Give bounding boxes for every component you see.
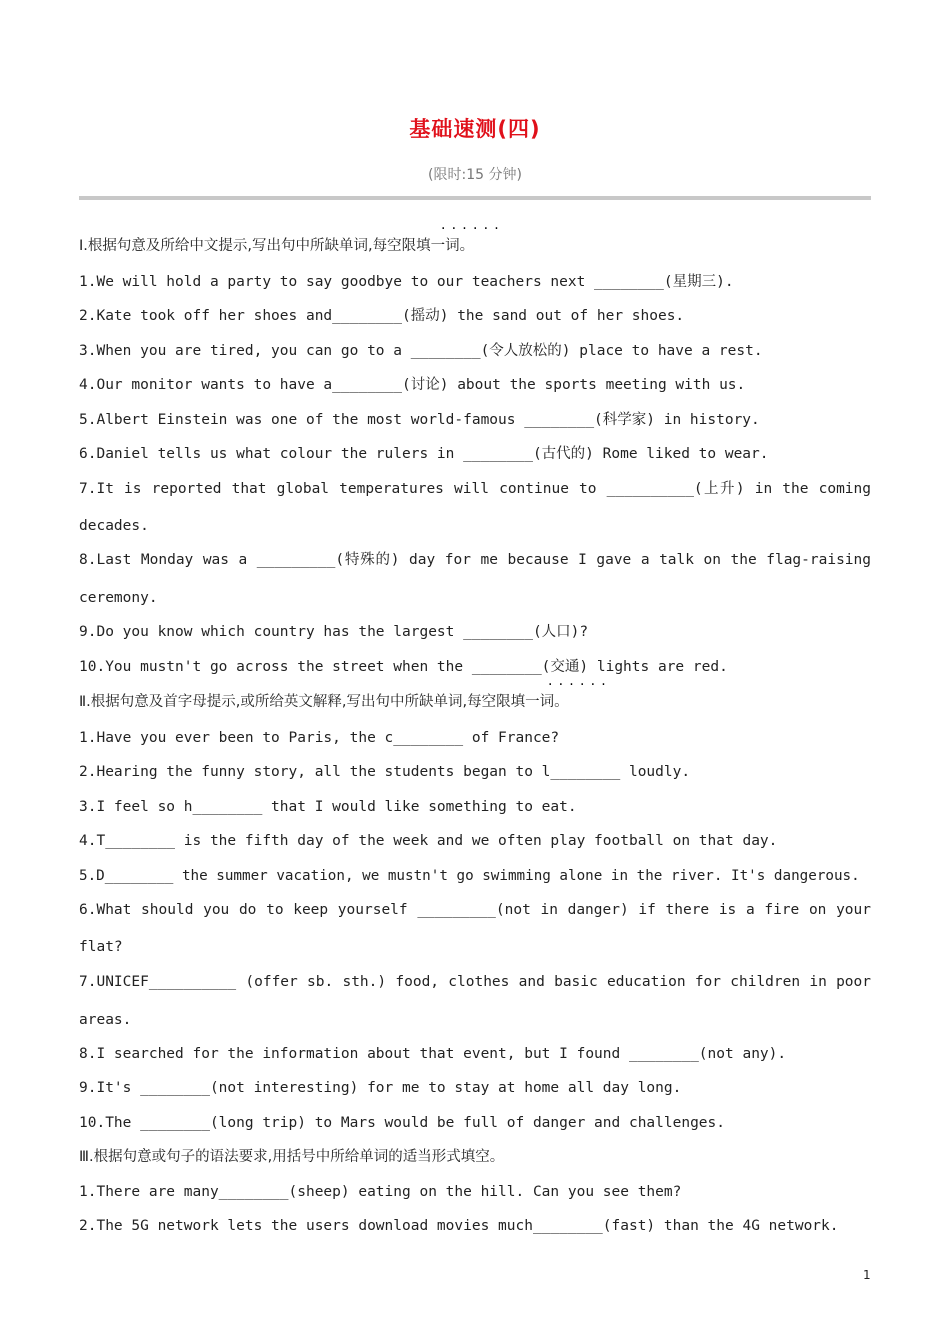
question-line-continued: flat?	[79, 939, 123, 955]
question-line: 1.We will hold a party to say goodbye to our teachers next ________(星期三).	[79, 274, 734, 290]
header-divider	[79, 196, 871, 200]
question-line: 10.You mustn't go across the street when the ________(交通) lights are red.	[79, 659, 728, 675]
question-line: 3.When you are tired, you can go to a ________(令人放松的) place to have a rest.	[79, 343, 763, 359]
time-limit: (限时:15 分钟)	[428, 167, 522, 183]
section-2-heading: Ⅱ.根据句意及首字母提示,或所给英文解释,写出句中所缺单词,每空限填一词。	[79, 694, 569, 710]
emphasis-dots: ······	[548, 677, 612, 693]
question-line-continued: areas.	[79, 1012, 132, 1028]
question-line: 6.Daniel tells us what colour the rulers in ________(古代的) Rome liked to wear.	[79, 446, 769, 462]
emphasis-dots: ······	[441, 221, 505, 237]
section-1-heading: Ⅰ.根据句意及所给中文提示,写出句中所缺单词,每空限填一词。	[79, 238, 475, 254]
section-3-heading: Ⅲ.根据句意或句子的语法要求,用括号中所给单词的适当形式填空。	[79, 1149, 505, 1165]
question-line: 7.It is reported that global temperatures will continue to __________(上升) in the coming	[79, 481, 871, 497]
page-number: 1	[863, 1268, 871, 1282]
question-line: 3.I feel so h________ that I would like something to eat.	[79, 799, 577, 815]
question-line: 5.D________ the summer vacation, we mustn't go swimming alone in the river. It's dangerous.	[79, 868, 860, 884]
question-line: 4.T________ is the fifth day of the week and we often play football on that day.	[79, 833, 778, 849]
question-line-continued: ceremony.	[79, 590, 158, 606]
question-line: 9.It's ________(not interesting) for me to stay at home all day long.	[79, 1080, 682, 1096]
question-line: 1.There are many________(sheep) eating on the hill. Can you see them?	[79, 1184, 682, 1200]
question-line: 2.Hearing the funny story, all the students began to l________ loudly.	[79, 764, 691, 780]
question-line: 5.Albert Einstein was one of the most world-famous ________(科学家) in history.	[79, 412, 760, 428]
question-line: 4.Our monitor wants to have a________(讨论) about the sports meeting with us.	[79, 377, 746, 393]
question-line: 10.The ________(long trip) to Mars would be full of danger and challenges.	[79, 1115, 726, 1131]
question-line: 2.Kate took off her shoes and________(摇动) the sand out of her shoes.	[79, 308, 685, 324]
question-line: 2.The 5G network lets the users download movies much________(fast) than the 4G network.	[79, 1218, 839, 1234]
question-line: 9.Do you know which country has the largest ________(人口)?	[79, 624, 589, 640]
question-line: 6.What should you do to keep yourself _________(not in danger) if there is a fire on your	[79, 902, 871, 918]
question-line: 8.Last Monday was a _________(特殊的) day for me because I gave a talk on the flag-raising	[79, 552, 871, 568]
page-title: 基础速测(四)	[409, 117, 541, 141]
question-line: 7.UNICEF__________ (offer sb. sth.) food, clothes and basic education for children in poor	[79, 974, 871, 990]
question-line: 8.I searched for the information about that event, but I found ________(not any).	[79, 1046, 787, 1062]
question-line: 1.Have you ever been to Paris, the c________ of France?	[79, 730, 560, 746]
question-line-continued: decades.	[79, 518, 149, 534]
